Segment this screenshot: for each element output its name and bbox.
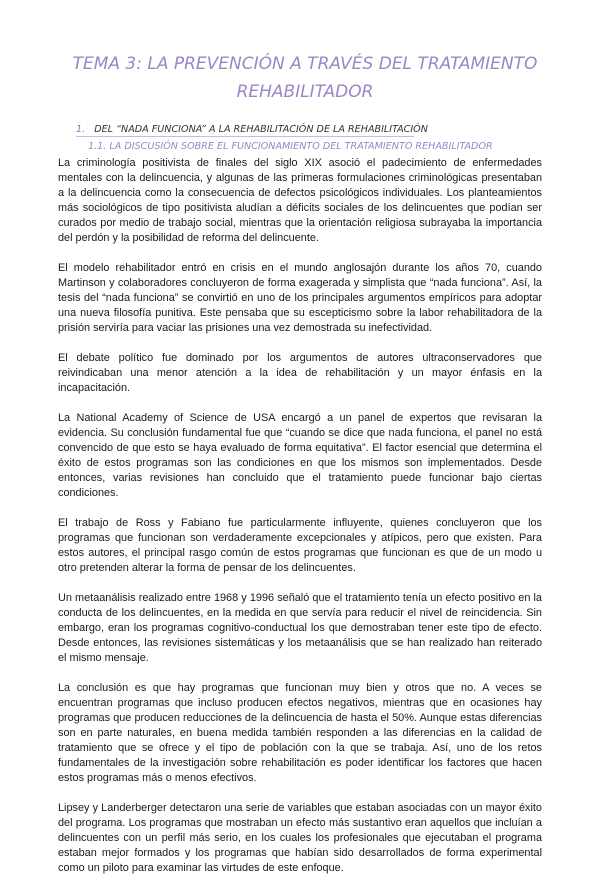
paragraph: Un metaanálisis realizado entre 1968 y 1996 señaló que el tratamiento tenía un efecto positivo en la conducta de los delincuentes, en la medida en que servía para reducir el nivel de reincidencia. Sin embargo, eran los programas cognitivo-conductual los que demostraban tener este tipo de efecto. Desde entonces, las revisiones sistemáticas y los metaanálisis que se han realizado han reiterado el mismo mensaje. [58, 591, 542, 665]
subsection-heading: 1.1. LA DISCUSIÓN SOBRE EL FUNCIONAMIENTO DEL TRATAMIENTO REHABILITADOR [88, 141, 493, 152]
paragraph: La criminología positivista de finales del siglo XIX asoció el padecimiento de enfermedades mentales con la delincuencia, y algunas de las primeras formulaciones criminológicas presentaban a la delincuencia como la consecuencia de defectos psicológicos individuales. Los planteamientos más sociológicos de tipo positivista aludían a déficits sociales de los delincuentes que podían ser curados por medio de trabajo social, mientras que la orientación religiosa subrayaba la importancia del perdón y la posibilidad de reforma del delincuente. [58, 157, 542, 245]
paragraph: El trabajo de Ross y Fabiano fue particularmente influyente, quienes concluyeron que los programas que funcionan son verdaderamente excepcionales y atípicos, pero que existen. Para estos autores, el principal rasgo común de estos programas que funcionan es que de un modo u otro pretenden alterar la forma de pensar de los delincuentes. [58, 516, 542, 575]
section-heading [76, 124, 516, 136]
page-title: TEMA 3: LA PREVENCIÓN A TRAVÉS DEL TRATAMIENTO REHABILITADOR [72, 54, 538, 102]
section-number: 1. [76, 124, 86, 135]
section-underline [76, 136, 414, 137]
section-heading-text: DEL “NADA FUNCIONA” A LA REHABILITACIÓN DE LA REHABILITACIÓN [94, 124, 428, 135]
paragraph: La National Academy of Science de USA encargó a un panel de expertos que revisaran la evidencia. Su conclusión fundamental fue que “cuando se dice que nada funciona, el panel no está convencido de que esto se haya evaluado de forma equitativa”. El factor esencial que determina el éxito de estos programas son las condiciones en que los mismos son implementados. Desde entonces, varias revisiones han concluido que el tratamiento puede funcionar bajo ciertas condiciones. [58, 411, 542, 500]
paragraph: La conclusión es que hay programas que funcionan muy bien y otros que no. A veces se encuentran programas que incluso producen efectos negativos, mientras que en ocasiones hay programas que producen reducciones de la delincuencia de hasta el 50%. Aunque estas diferencias son en parte naturales, en buena medida también responden a las diferencias en la calidad de tratamiento que se ofrece y el tipo de población con la que se trabaja. Así, uno de los retos fundamentales de la investigación sobre rehabilitación es poder identificar los factores que hacen estos programas más o menos efectivos. [58, 681, 542, 785]
body-text [58, 156, 542, 891]
paragraph: El modelo rehabilitador entró en crisis en el mundo anglosajón durante los años 70, cuando Martinson y colaboradores concluyeron de forma exagerada y simplista que “nada funciona”. Así, la tesis del “nada funciona” se convirtió en uno de los principales argumentos empíricos para adoptar una nueva filosofía punitiva. Este pensaba que su escepticismo sobre la labor rehabilitadora de la prisión serviría para vaciar las prisiones una vez demostrada su inefectividad. [58, 262, 542, 335]
paragraph: Lipsey y Landerberger detectaron una serie de variables que estaban asociadas con un mayor éxito del programa. Los programas que mostraban un efecto más sustantivo eran aquellos que incluían a delincuentes con un perfil más serio, en los cuales los profesionales que ejecutaban el programa estaban mejor formados y los programas que habían sido desarrollados de forma experimental como un piloto para examinar las virtudes de este enfoque. [58, 801, 542, 875]
paragraph: El debate político fue dominado por los argumentos de autores ultraconservadores que reivindicaban una menor atención a la idea de rehabilitación y un mayor énfasis en la incapacitación. [58, 352, 542, 395]
